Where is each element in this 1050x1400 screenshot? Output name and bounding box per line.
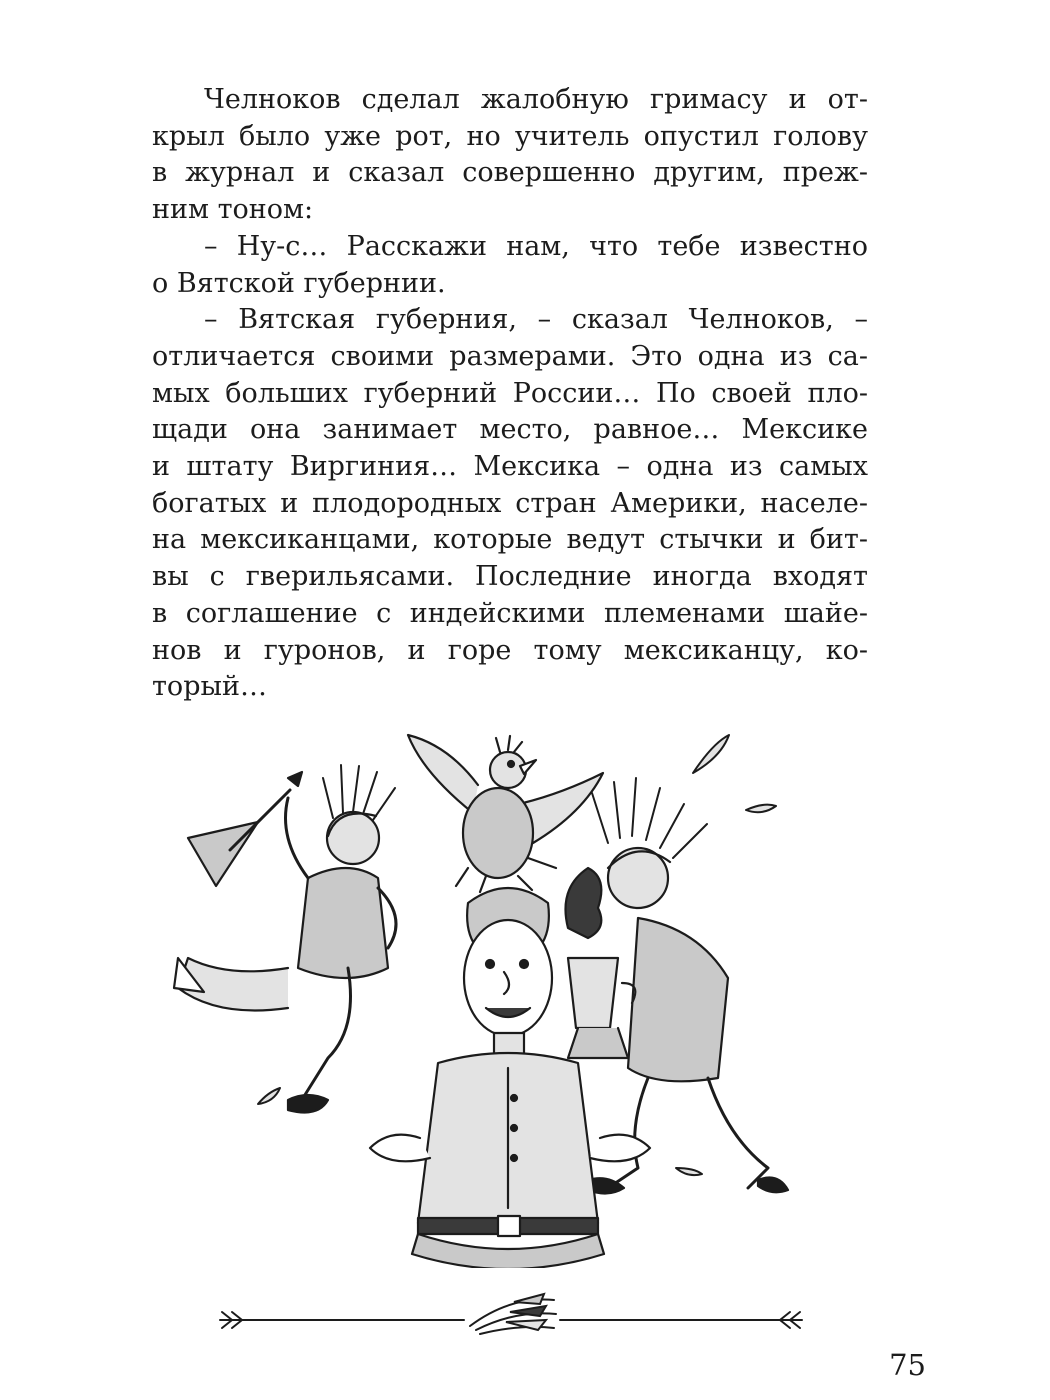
- text-line: богатых и плодородных стран Америки, населе-: [152, 487, 868, 519]
- feather-arrow-divider-icon: [214, 1290, 808, 1346]
- text-line: щади она занимает место, равное… Мексике: [152, 414, 868, 446]
- text-line: – Вятская губерния, – сказал Челноков, –: [204, 304, 868, 336]
- left-dancer-figure: [174, 765, 396, 1112]
- text-line: торый…: [152, 671, 267, 703]
- bird-icon: [408, 735, 603, 892]
- text-line: нов и гуронов, и горе тому мексиканцу, ко-: [152, 634, 868, 666]
- boy-figure: [370, 888, 650, 1268]
- text-line: о Вятской губернии.: [152, 267, 446, 299]
- text-line: и штату Виргиния… Мексика – одна из самых: [152, 451, 868, 483]
- text-line: вы с гверильясами. Последние иногда входят: [152, 561, 868, 593]
- body-text: [152, 82, 868, 706]
- dancing-indians-and-boy-illustration: [168, 728, 858, 1268]
- text-line: ним тоном:: [152, 194, 314, 226]
- page-number: 75: [889, 1348, 926, 1382]
- text-line: на мексиканцами, которые ведут стычки и бит-: [152, 524, 868, 556]
- text-line: Челноков сделал жалобную гримасу и от-: [204, 84, 868, 115]
- text-line: отличается своими размерами. Это одна из са-: [152, 340, 868, 372]
- text-line: в соглашение с индейскими племенами шайе-: [152, 597, 868, 629]
- right-dancer-figure: [566, 778, 789, 1194]
- text-line: мых больших губерний России… По своей пло-: [152, 377, 868, 409]
- text-line: – Ну-с… Расскажи нам, что тебе известно: [204, 230, 868, 262]
- text-line: крыл было уже рот, но учитель опустил голову: [152, 120, 868, 152]
- text-line: в журнал и сказал совершенно другим, преж-: [152, 157, 868, 189]
